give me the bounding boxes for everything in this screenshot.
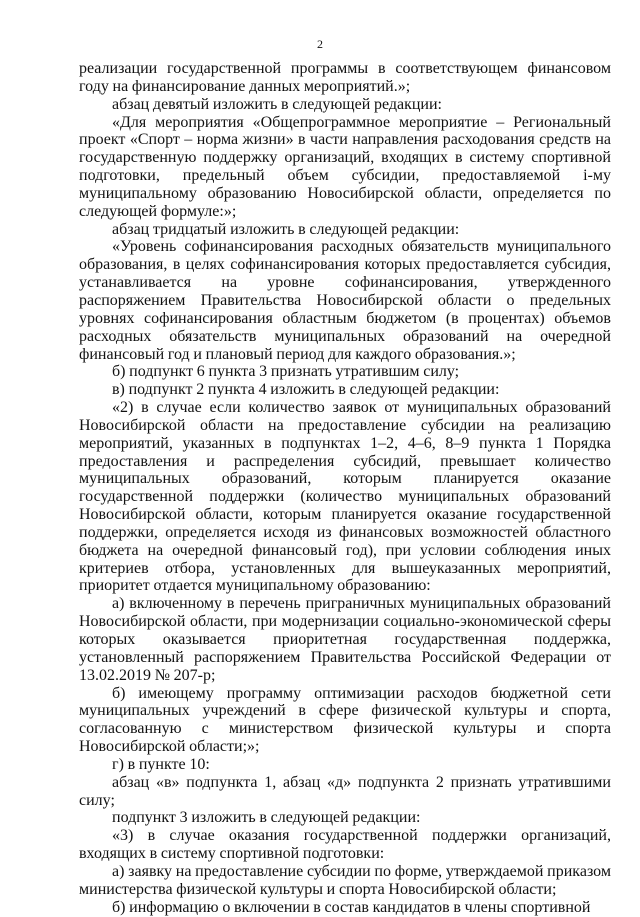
paragraph: «Уровень софинансирования расходных обязательств муниципального образования, в целях софинансирования которых предоставляется субсидия, устанавливается на уровне софинансирования, утвержденного распоряжением Правительства Новосибирской области о предельных уровнях софинансирования областным бюджетом (в процентах) объемов расходных обязательств муниципальных образований на очередной финансовый год и плановый период для каждого образования.»; <box>79 238 611 363</box>
paragraph: абзац тридцатый изложить в следующей редакции: <box>112 220 460 238</box>
paragraph: абзац девятый изложить в следующей редакции: <box>112 95 443 113</box>
paragraph: «Для мероприятия «Общепрограммное мероприятие – Региональный проект «Спорт – норма жизни» в части направления расходования средств на государственную поддержку организаций, входящих в систему спортивной подготовки, предельный объем субсидии, предоставляемой i-му муниципальному образованию Новосибирской области, определяется по следующей формуле:»; <box>79 113 611 220</box>
paragraph: а) заявку на предоставление субсидии по форме, утверждаемой приказом министерства физической культуры и спорта Новосибирской области; <box>79 862 611 898</box>
paragraph: реализации государственной программы в соответствующем финансовом году на финансирование данных мероприятий.»; <box>79 60 611 95</box>
document-body <box>79 60 611 917</box>
paragraph: «3) в случае оказания государственной поддержки организаций, входящих в систему спортивной подготовки: <box>79 827 611 863</box>
paragraph: а) включенному в перечень приграничных муниципальных образований Новосибирской области, при модернизации социально-экономической сферы которых оказывается приоритетная государственная поддержка, установленный распоряжением Правительства Российской Федерации от 13.02.2019 № 207-р; <box>79 595 611 684</box>
paragraph: подпункт 3 изложить в следующей редакции: <box>112 809 421 827</box>
paragraph: «2) в случае если количество заявок от муниципальных образований Новосибирской области на предоставление субсидии на реализацию мероприятий, указанных в подпунктах 1–2, 4–6, 8–9 пункта 1 Порядка предоставления и распределения субсидий, превышает количество муниципальных образований, которым планируется оказание государственной поддержки (количество муниципальных образований Новосибирской области, которым планируется оказание государственной поддержки, определяется исходя из финансовых возможностей областного бюджета на очередной финансовый год), при условии соблюдения иных критериев отбора, установленных для вышеуказанных мероприятий, приоритет отдается муниципальному образованию: <box>79 399 611 595</box>
paragraph: б) подпункт 6 пункта 3 признать утратившим силу; <box>112 363 460 381</box>
paragraph: б) имеющему программу оптимизации расходов бюджетной сети муниципальных учреждений в сфере физической культуры и спорта, согласованную с министерством физической культуры и спорта Новосибирской области;»; <box>79 684 611 756</box>
paragraph: в) подпункт 2 пункта 4 изложить в следующей редакции: <box>112 381 500 399</box>
paragraph: абзац «в» подпункта 1, абзац «д» подпункта 2 признать утратившими силу; <box>79 773 611 809</box>
page-number: 2 <box>317 37 323 51</box>
paragraph: б) информацию о включении в состав кандидатов в члены спортивной <box>112 898 591 916</box>
paragraph: г) в пункте 10: <box>112 755 210 773</box>
